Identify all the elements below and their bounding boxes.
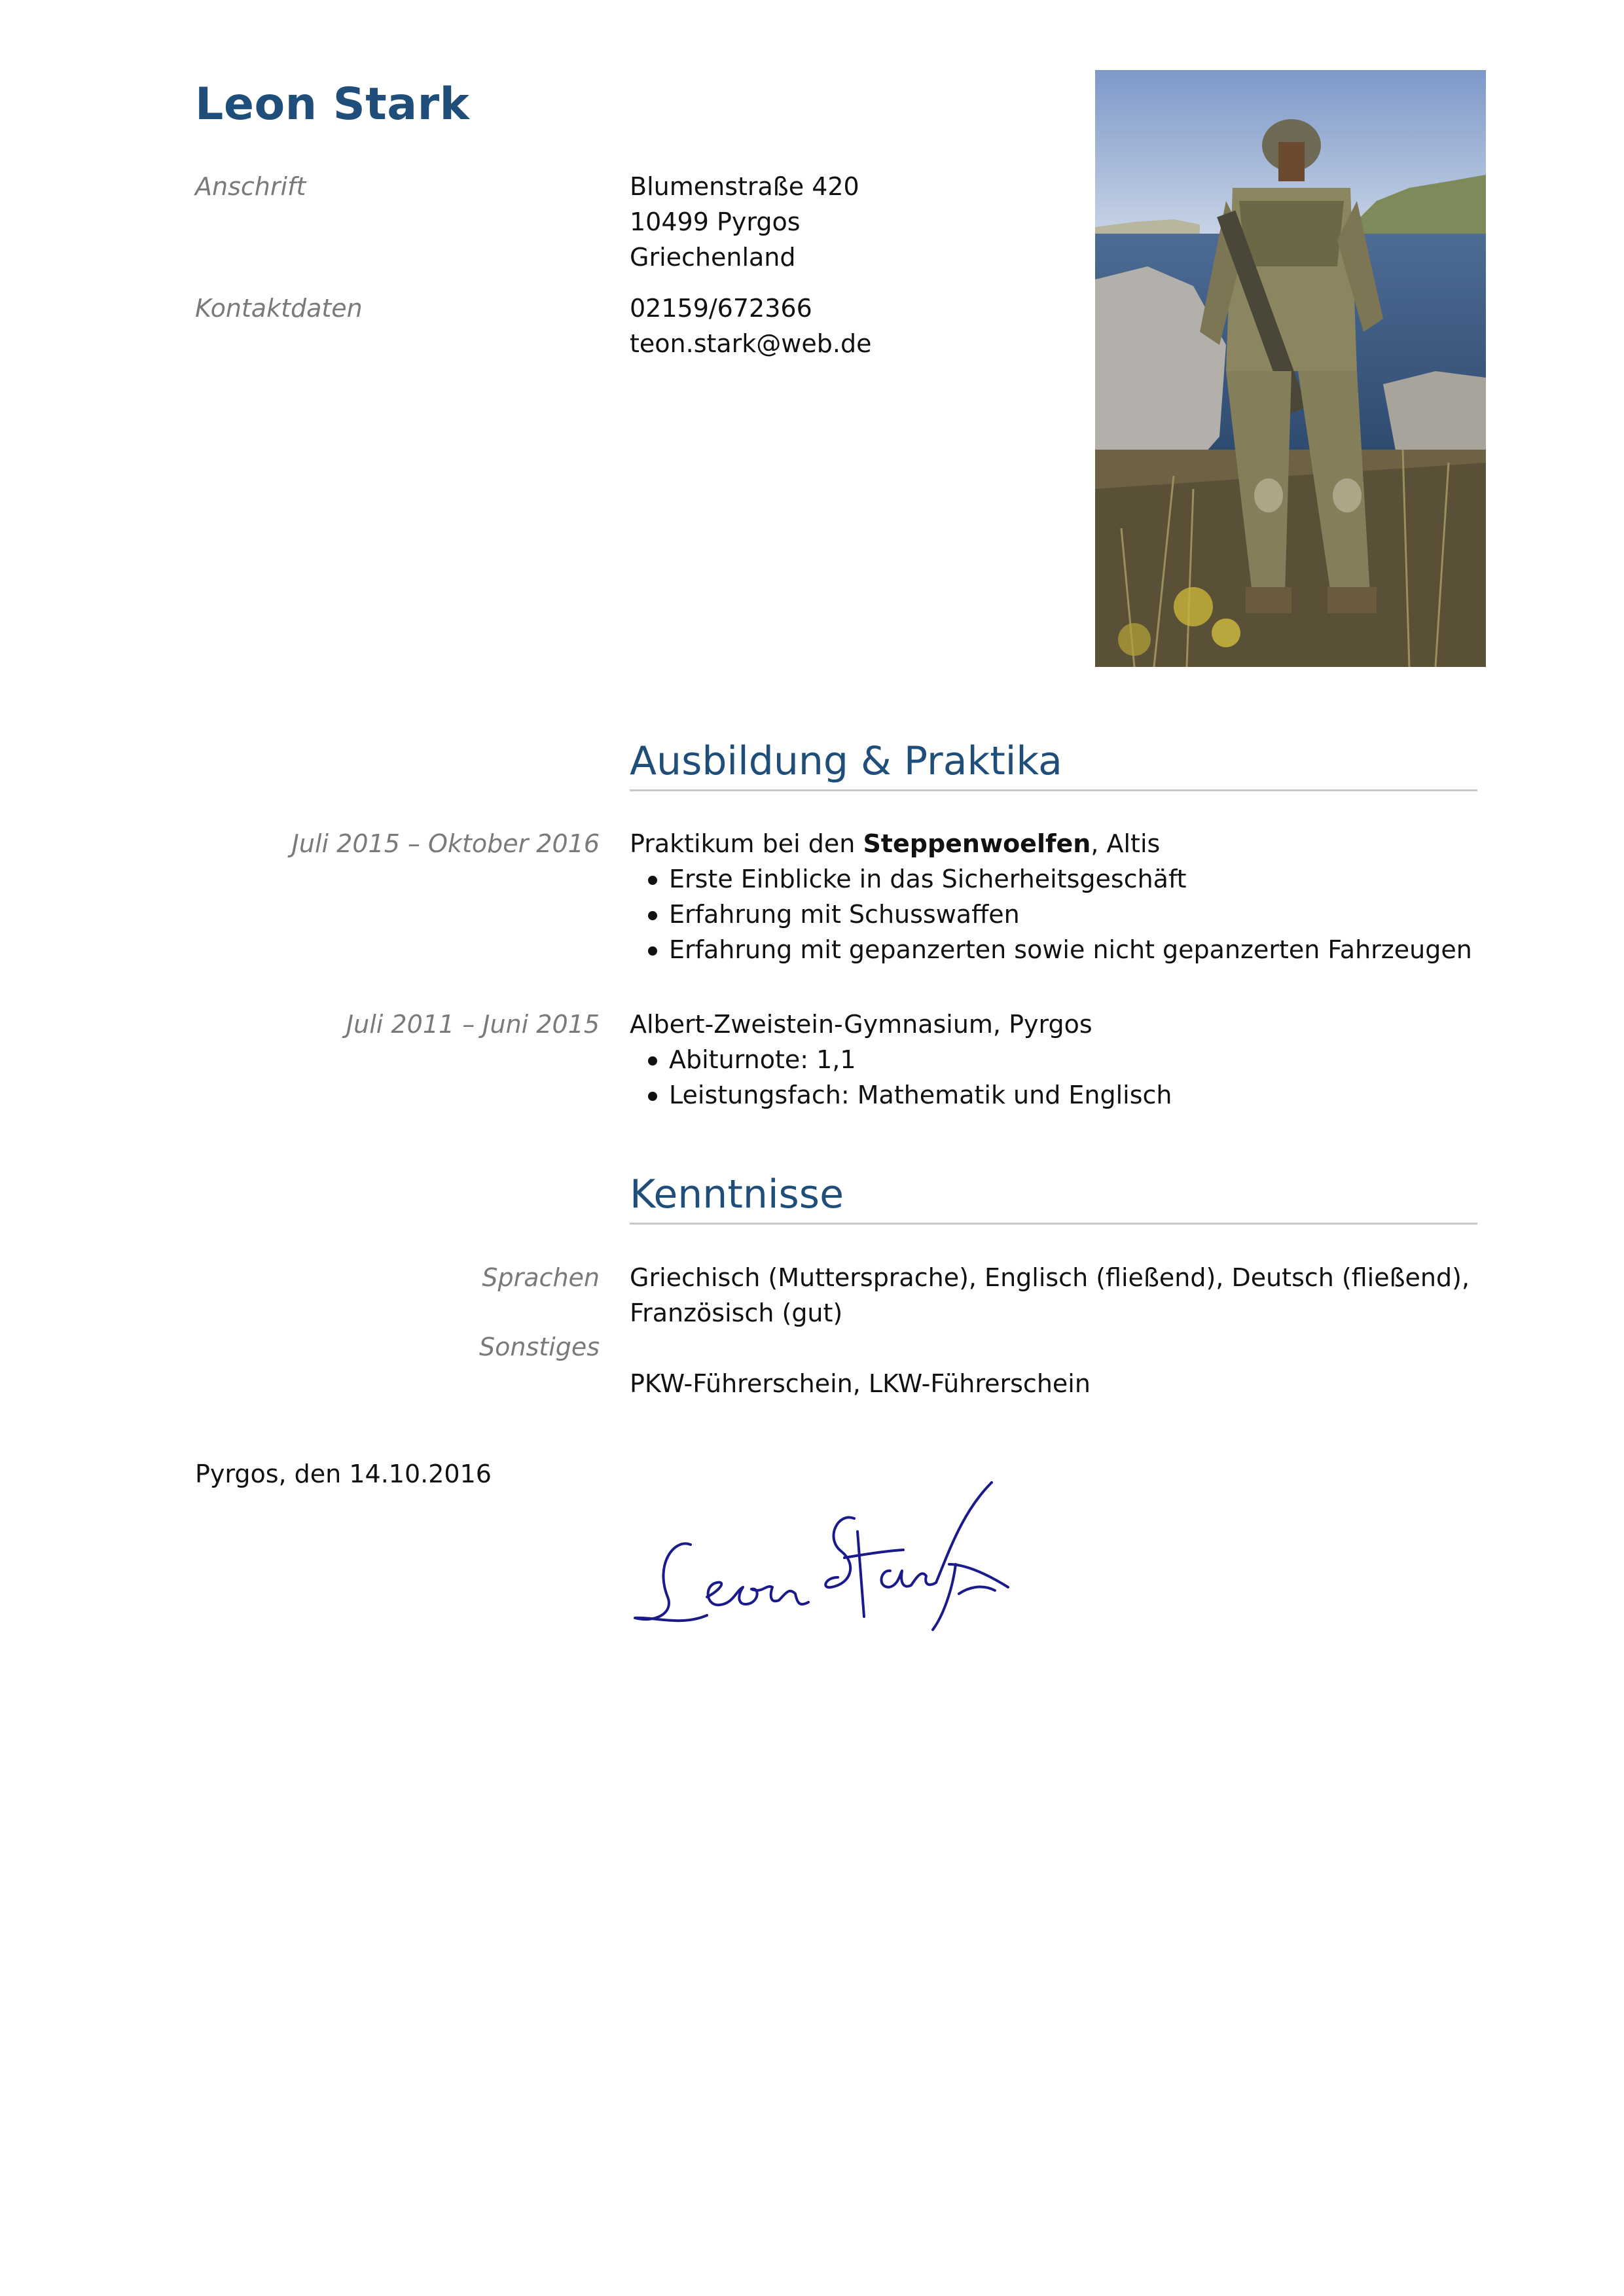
address-city: 10499 Pyrgos bbox=[630, 207, 801, 236]
bullet-item: Abiturnote: 1,1 bbox=[630, 1042, 1172, 1077]
place-and-date: Pyrgos, den 14.10.2016 bbox=[195, 1460, 492, 1488]
company-name: Steppenwoelfen bbox=[863, 829, 1091, 858]
education-entry-2-dates: Juli 2011 – Juni 2015 bbox=[346, 1010, 600, 1039]
address-street: Blumenstraße 420 bbox=[630, 172, 859, 201]
languages-value bbox=[630, 1260, 1470, 1331]
education-entry-1-bullets bbox=[630, 861, 1472, 967]
education-entry-2-headline: Albert-Zweistein-Gymnasium, Pyrgos bbox=[630, 1010, 1092, 1039]
other-label: Sonstiges bbox=[478, 1333, 600, 1361]
signature bbox=[628, 1466, 1047, 1649]
address-block bbox=[630, 169, 859, 275]
bullet-item: Leistungsfach: Mathematik und Englisch bbox=[630, 1077, 1172, 1113]
contact-phone: 02159/672366 bbox=[630, 294, 812, 323]
applicant-photo bbox=[1095, 70, 1486, 667]
headline-prefix: Praktikum bei den bbox=[630, 829, 863, 858]
languages-line: Griechisch (Muttersprache), Englisch (fließend), Deutsch (fließend), bbox=[630, 1263, 1470, 1292]
contact-label: Kontaktdaten bbox=[195, 294, 363, 323]
education-entry-1-headline bbox=[630, 826, 1472, 861]
applicant-name: Leon Stark bbox=[195, 79, 470, 130]
soldier-photo-image bbox=[1095, 70, 1486, 667]
address-label: Anschrift bbox=[195, 172, 306, 201]
education-entry-1-dates: Juli 2015 – Oktober 2016 bbox=[291, 829, 600, 858]
address-country: Griechenland bbox=[630, 243, 796, 272]
education-entry-2-bullets bbox=[630, 1042, 1172, 1113]
bullet-item: Erfahrung mit gepanzerten sowie nicht gepanzerten Fahrzeugen bbox=[630, 932, 1472, 967]
skills-section-title: Kenntnisse bbox=[630, 1170, 1477, 1225]
education-entry-2 bbox=[630, 1007, 1172, 1113]
bullet-item: Erste Einblicke in das Sicherheitsgeschäft bbox=[630, 861, 1472, 897]
headline-suffix: , Altis bbox=[1091, 829, 1161, 858]
bullet-item: Erfahrung mit Schusswaffen bbox=[630, 897, 1472, 932]
contact-block bbox=[630, 291, 871, 361]
languages-line: Französisch (gut) bbox=[630, 1299, 843, 1327]
contact-email: teon.stark@web.de bbox=[630, 329, 872, 358]
education-section-title: Ausbildung & Praktika bbox=[630, 737, 1477, 791]
other-value: PKW-Führerschein, LKW-Führerschein bbox=[630, 1369, 1091, 1398]
languages-label: Sprachen bbox=[482, 1263, 600, 1292]
education-entry-1 bbox=[630, 826, 1472, 967]
